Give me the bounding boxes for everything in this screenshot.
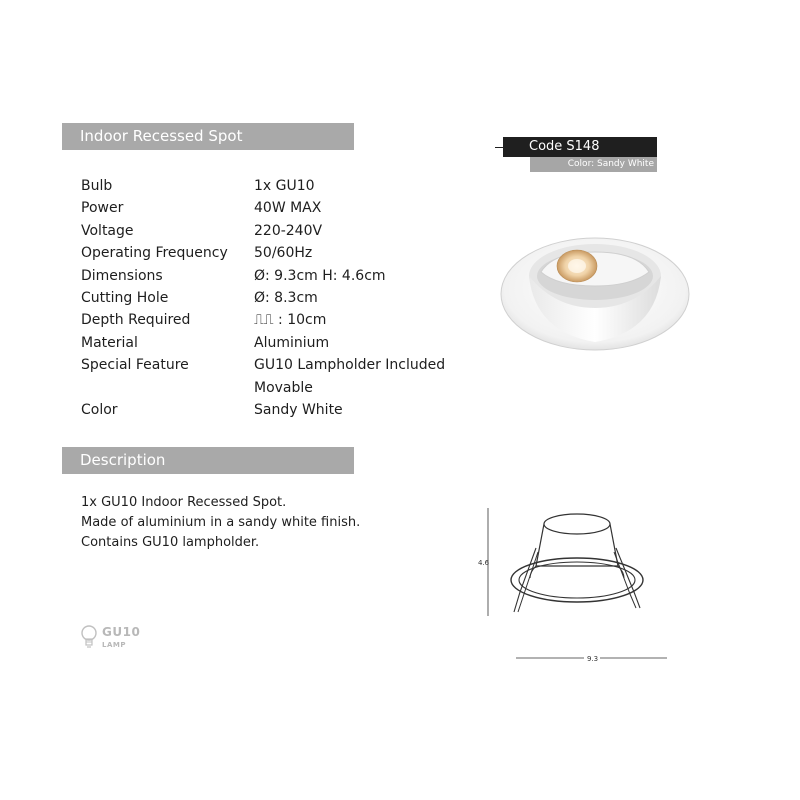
spec-value: Ø: 9.3cm H: 4.6cm (254, 267, 386, 284)
spec-label: Material (81, 334, 138, 351)
technical-drawing (470, 500, 680, 670)
spec-label: Power (81, 200, 124, 217)
spec-value: GU10 Lampholder Included (254, 357, 446, 374)
spec-value: ⎍⎍ : 10cm (254, 312, 327, 329)
description-line: Contains GU10 lampholder. (81, 535, 260, 550)
description-text (81, 493, 360, 553)
description-line: Made of aluminium in a sandy white finish. (81, 515, 361, 530)
product-color-label (530, 157, 657, 172)
gu10-badge-label: GU10 (102, 625, 141, 639)
spec-value: 220-240V (254, 222, 323, 239)
description-section-header (62, 447, 354, 474)
spec-label: Depth Required (81, 312, 191, 329)
spec-value: 1x GU10 (254, 178, 315, 194)
spec-value: 50/60Hz (254, 245, 313, 262)
spec-label: Cutting Hole (81, 289, 169, 306)
spec-value: Sandy White (254, 401, 343, 418)
spec-value: 40W MAX (254, 200, 322, 217)
height-dimension-label: 4.6 (478, 559, 490, 567)
width-dimension-label: 9.3 (587, 655, 599, 663)
product-photo (495, 232, 695, 354)
spec-value: Movable (254, 379, 313, 396)
specs-section-header (62, 123, 354, 150)
spec-value: Ø: 8.3cm (254, 289, 318, 306)
specs-section-title: Indoor Recessed Spot (80, 127, 243, 145)
spec-label: Operating Frequency (81, 245, 228, 262)
product-code-label (503, 137, 657, 157)
spec-label: Dimensions (81, 267, 163, 284)
spec-label: Special Feature (81, 357, 189, 374)
spec-label: Voltage (81, 222, 134, 239)
description-line: 1x GU10 Indoor Recessed Spot. (81, 495, 287, 510)
gu10-badge-sub: LAMP (102, 641, 126, 649)
spec-value: Aluminium (254, 334, 330, 351)
product-color: Color: Sandy White (567, 159, 654, 169)
product-code: Code S148 (529, 139, 600, 154)
spec-label: Bulb (81, 178, 113, 194)
spec-label: Color (81, 401, 118, 418)
description-section-title: Description (80, 451, 166, 469)
code-tick (495, 147, 503, 148)
